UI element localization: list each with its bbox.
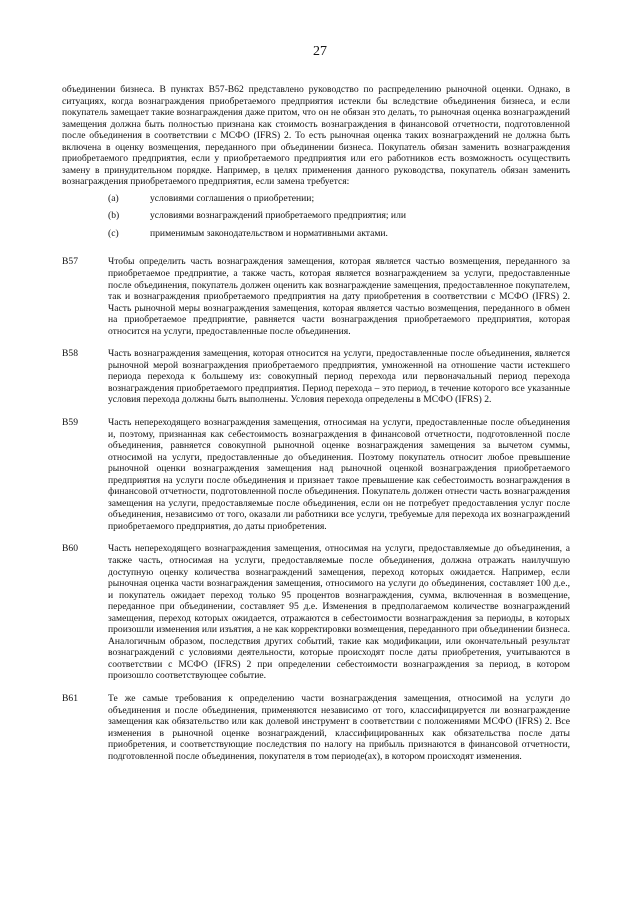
paragraph-text: Часть вознаграждения замещения, которая относится на услуги, предоставленные после объединения, является рыночной мерой вознаграждения приобретаемого предприятия, умноженной на отношение части истекшего периода перехода к большему из: совокупный период перехода или первоначальный период перехода вознаграждения приобретаемого предприятия. Период перехода – это период, в течение которого все указанные условия перехода должны быть выполнены. Условия перехода определены в МСФО (IFRS) 2. — [108, 348, 570, 406]
sub-item-marker: (a) — [108, 192, 119, 204]
sub-item — [62, 228, 570, 246]
paragraph-b61 — [62, 693, 570, 762]
paragraph-number: B60 — [62, 543, 78, 555]
paragraph-text: Чтобы определить часть вознаграждения замещения, которая является частью возмещения, переданного за приобретаемое предприятие, а также часть, которая является вознаграждением за услуги, предоставленные после объединения, покупатель должен оценить как вознаграждение замещения, предоставленное покупателем, так и вознаграждения приобретаемого предприятия на дату приобретения в соответствии с МСФО (IFRS) 2. Часть рыночной меры вознаграждения замещения, которая является частью возмещения, переданного в обмен на приобретаемое предприятие, равняется части вознаграждения приобретаемого предприятия, которая относится на услуги, предоставленные после объединения. — [108, 256, 570, 337]
sub-item — [62, 193, 570, 211]
sub-item — [62, 210, 570, 228]
sub-item-text: применимым законодательством и нормативными актами. — [150, 227, 388, 239]
paragraph-number: B58 — [62, 348, 78, 360]
paragraph-b58 — [62, 348, 570, 406]
sub-item-marker: (c) — [108, 227, 119, 239]
body-text — [62, 84, 570, 762]
paragraph-text: Часть непереходящего вознаграждения замещения, относимая на услуги, предоставленные после объединения и, поэтому, признанная как себестоимость вознаграждения в финансовой отчетности, подготовленной после объединения, равняется совокупной рыночной оценке вознаграждения замещения за вычетом суммы, относимой на услуги, предоставленные до объединения. Поэтому покупатель относит любое превышение рыночной оценки вознаграждения замещения над рыночной оценкой вознаграждения приобретаемого предприятия на услуги после объединения и признает такое превышение как себестоимость вознаграждения в финансовой отчетности, подготовленной после объединения. Покупатель должен отнести часть вознаграждения замещения на услуги, предоставляемые после объединения, если он не потребует предоставления услуг после объединения, независимо от того, оказали ли работники все услуги, требуемые для перехода их вознаграждений приобретаемого предприятия, до даты приобретения. — [108, 416, 570, 532]
paragraph-number: B59 — [62, 416, 78, 428]
paragraph-text: Часть непереходящего вознаграждения замещения, относимая на услуги, предоставляемые до объединения, а также часть, относимая на услуги, предоставляемые после объединения, должна отражать наилучшую доступную оценку количества вознаграждений замещения, переход которых ожидается. Например, если рыночная оценка части вознаграждения замещения, относимого на услуги до объединения, составляет 100 д.е., и покупатель ожидает переход только 95 процентов вознаграждения, сумма, включенная в возмещение, переданное при объединении, составляет 95 д.е. Изменения в предполагаемом количестве вознаграждений замещения, переход которых ожидается, отражаются в себестоимости вознаграждения за периоды, в которых произошли изменения или изъятия, а не как корректировки возмещения, переданного при объединении бизнеса. Аналогичным образом, последствия других событий, такие как модификации, или окончательный результат вознаграждений с условиями деятельности, которые происходят после даты приобретения, учитываются в соответствии с МСФО (IFRS) 2 при определении себестоимости вознаграждения за период, в котором произошло соответствующее событие. — [108, 543, 570, 682]
sub-item-text: условиями вознаграждений приобретаемого предприятия; или — [150, 210, 406, 222]
paragraph-number: B61 — [62, 693, 78, 705]
paragraph-b57 — [62, 256, 570, 337]
paragraph-b60 — [62, 543, 570, 682]
intro-paragraph: объединении бизнеса. В пунктах В57-В62 представлено руководство по распределению рыночной оценки. Однако, в ситуациях, когда вознаграждения приобретаемого предприятия истекли бы вследствие объединения бизнеса, и если покупатель замещает такие вознаграждения даже притом, что он не обязан это делать, то рыночная оценка вознаграждений замещения должна быть полностью признана как стоимость вознаграждения в финансовой отчетности, подготовленной после объединения в соответствии с МСФО (IFRS) 2. То есть рыночная оценка таких вознаграждений не должна быть включена в оценку возмещения, переданного при объединении бизнеса. Покупатель обязан заменить вознаграждения приобретаемого предприятия, если у приобретаемого предприятия или его работников есть возможность осуществить замену в принудительном порядке. Например, в целях применения данного руководства, покупатель обязан заменить вознаграждения приобретаемого предприятия, если замена требуется: — [62, 84, 570, 188]
paragraph-b59 — [62, 417, 570, 532]
page-number: 27 — [313, 44, 327, 59]
paragraph-number: B57 — [62, 256, 78, 268]
paragraph-text: Те же самые требования к определению части вознаграждения замещения, относимой на услуги до объединения и после объединения, применяются независимо от того, классифицируется ли вознаграждение замещения как обязательство или как долевой инструмент в соответствии с положениями МСФО (IFRS) 2. Все изменения в рыночной оценке вознаграждений, классифицированных как обязательства после даты приобретения, и соответствующие последствия по налогу на прибыль признаются в финансовой отчетности, подготовленной после объединения, покупателя в том периоде(ах), в котором происходят изменения. — [108, 693, 570, 762]
sub-item-marker: (b) — [108, 210, 120, 222]
sub-item-text: условиями соглашения о приобретении; — [150, 192, 315, 204]
sub-item-list — [62, 193, 570, 246]
